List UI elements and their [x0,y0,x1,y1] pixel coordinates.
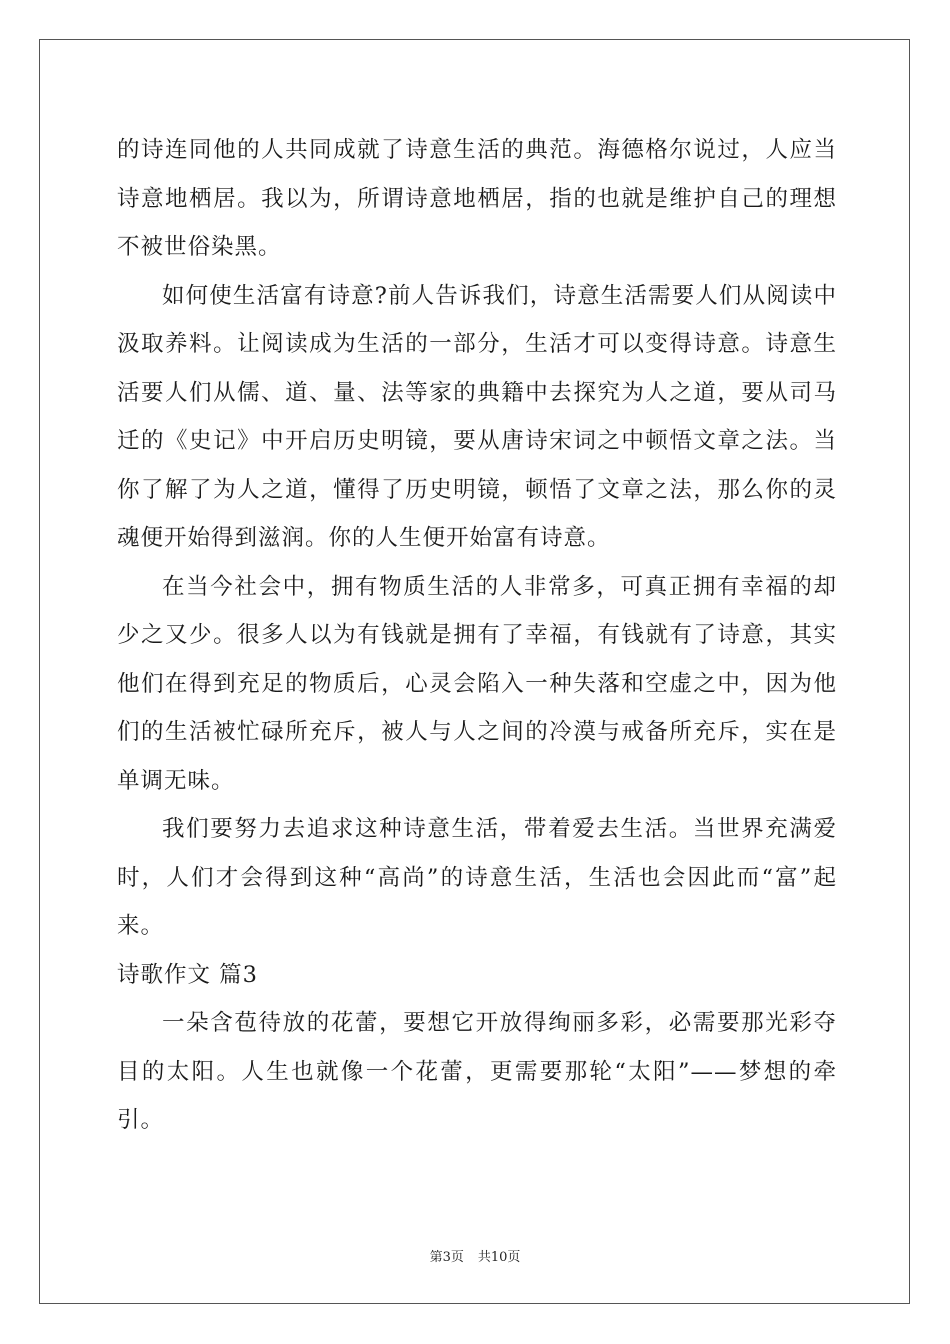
paragraph-5: 一朵含苞待放的花蕾，要想它开放得绚丽多彩，必需要那光彩夺目的太阳。人生也就像一个花蕾，更需要那轮“太阳”——梦想的牵引。 [117,1010,837,1133]
paragraph-3: 在当今社会中，拥有物质生活的人非常多，可真正拥有幸福的却少之又少。很多人以为有钱就是拥有了幸福，有钱就有了诗意，其实他们在得到充足的物质后，心灵会陷入一种失落和空虚之中，因为他们的生活被忙碌所充斥，被人与人之间的冷漠与戒备所充斥，实在是单调无味。 [117,573,837,794]
section-heading: 诗歌作文 篇3 [117,961,258,988]
page-total: 共10页 [477,1250,521,1265]
paragraph-4: 我们要努力去追求这种诗意生活，带着爱去生活。当世界充满爱时，人们才会得到这种“高尚”的诗意生活，生活也会因此而“富”起来。 [117,816,837,939]
document-body [117,126,837,1145]
page-number: 第3页 [429,1250,464,1265]
paragraph-2: 如何使生活富有诗意?前人告诉我们，诗意生活需要人们从阅读中汲取养料。让阅读成为生活的一部分，生活才可以变得诗意。诗意生活要人们从儒、道、量、法等家的典籍中去探究为人之道，要从司马迁的《史记》中开启历史明镜，要从唐诗宋词之中顿悟文章之法。当你了解了为人之道，懂得了历史明镜，顿悟了文章之法，那么你的灵魂便开始得到滋润。你的人生便开始富有诗意。 [117,282,837,551]
paragraph-1: 的诗连同他的人共同成就了诗意生活的典范。海德格尔说过，人应当诗意地栖居。我以为，所谓诗意地栖居，指的也就是维护自己的理想不被世俗染黑。 [117,137,837,260]
page-footer [0,1246,950,1265]
